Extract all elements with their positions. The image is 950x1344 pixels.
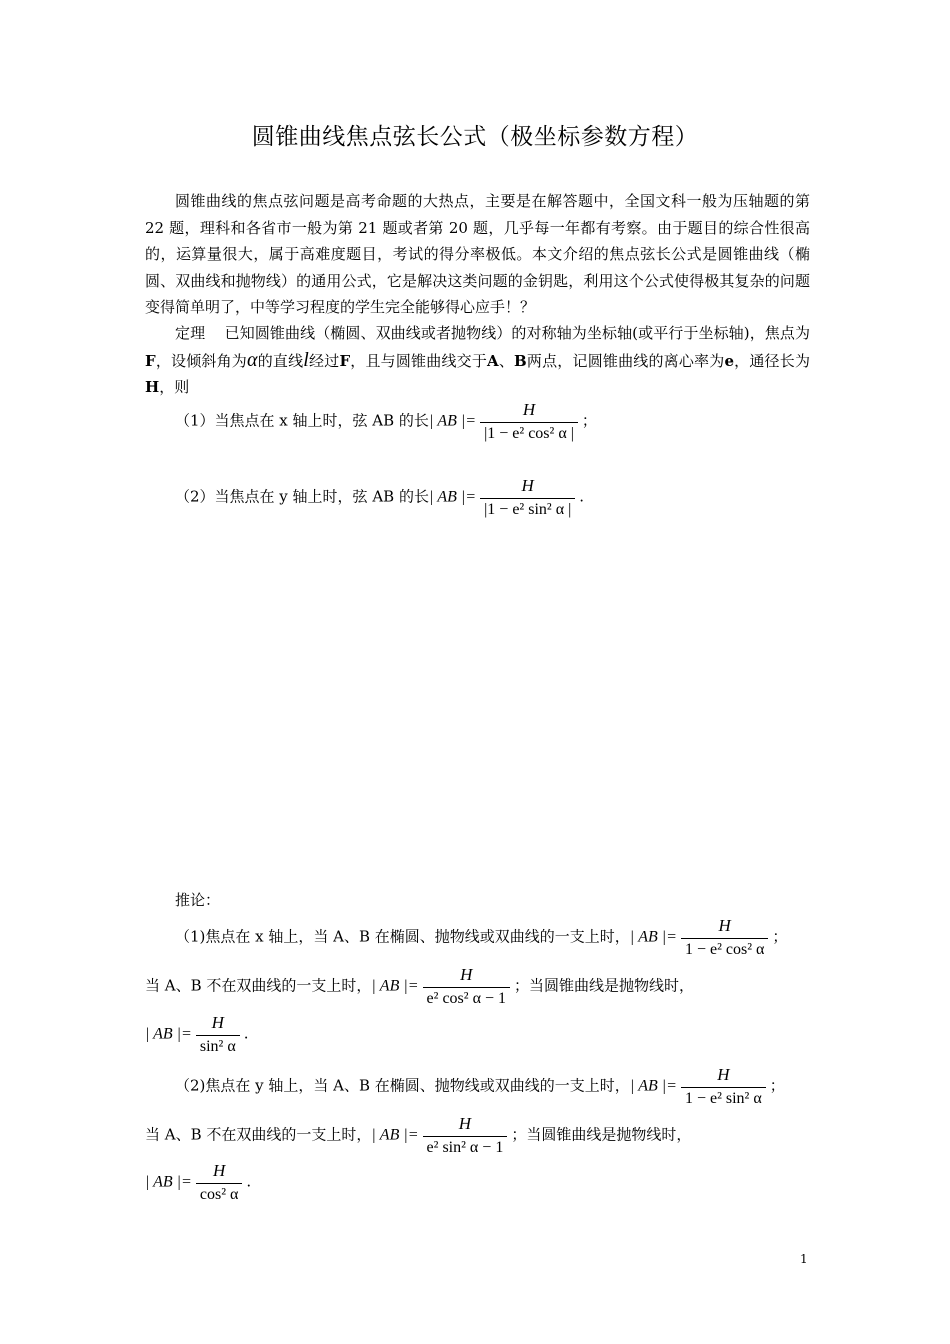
formula-2-fraction [480, 476, 575, 519]
theorem-sep: 、 [498, 351, 515, 370]
corollary-2-f1-lhs: | AB |= [629, 1077, 677, 1095]
corollary-2-f1-suffix: ； [769, 1076, 785, 1095]
formula-1-lhs: | AB |= [428, 412, 477, 430]
corollary-1-line-1 [175, 916, 787, 959]
corollary-1-f1-lhs: | AB |= [629, 928, 677, 946]
corollary-2-f2-fraction [423, 1114, 508, 1157]
formula-2 [175, 476, 584, 519]
corollary-1-f3-numerator: H [196, 1013, 240, 1036]
corollary-2-f1-fraction [681, 1065, 766, 1108]
corollary-2-f1-denominator: 1 − e² sin² α [684, 1090, 762, 1107]
formula-1 [175, 400, 597, 443]
corollary-1-f2-fraction [423, 965, 510, 1008]
corollary-2-f2-lhs: | AB |= [371, 1126, 419, 1144]
corollary-1-f2-denominator: e² cos² α − 1 [426, 990, 506, 1007]
formula-2-prefix: （2）当焦点在 y 轴上时，弦 AB 的长 [175, 487, 429, 506]
theorem-l: l [303, 348, 309, 371]
theorem-e: e [724, 351, 734, 370]
page-number: 1 [800, 1252, 808, 1266]
page-title: 圆锥曲线焦点弦长公式（极坐标参数方程） [251, 124, 699, 150]
formula-1-numerator: H [480, 400, 578, 423]
theorem-H: H [145, 378, 160, 396]
corollary-2-f3-denominator: cos² α [199, 1186, 239, 1203]
corollary-1-f3-lhs: | AB |= [145, 1025, 192, 1043]
formula-2-numerator: H [480, 476, 575, 499]
theorem-F: F [145, 351, 156, 370]
corollary-1-f3-denominator: sin² α [199, 1038, 236, 1055]
theorem-label: 定理 [175, 324, 206, 342]
formula-1-suffix: ； [581, 411, 597, 430]
corollary-1-f2-lhs: | AB |= [371, 977, 419, 995]
corollary-2-f3-numerator: H [196, 1161, 243, 1184]
corollary-1-mid: 当 A、B 不在双曲线的一支上时， [145, 976, 372, 995]
intro-paragraph: 圆锥曲线的焦点弦问题是高考命题的大热点，主要是在解答题中，全国文科一般为压轴题的第 22 题，理科和各省市一般为第 21 题或者第 20 题，几乎每一年都有考察。由于题目的综合性很高的，运算量很大，属于高难度题目，考试的得分率极低。本文介绍的焦点弦长公式是圆锥曲线（椭圆、双曲线和抛物线）的通用公式，它是解决这类问题的金钥匙，利用这个公式使得极其复杂的问题变得简单明了，中等学习程度的学生完全能够得心应手！？ [145, 192, 810, 316]
corollary-2-f2-numerator: H [423, 1114, 508, 1137]
theorem-F2: F [339, 351, 351, 370]
formula-1-prefix: （1）当焦点在 x 轴上时，弦 AB 的长 [175, 411, 429, 430]
corollary-2-line-2 [145, 1114, 691, 1157]
corollary-label: 推论： [175, 891, 221, 909]
formula-2-denominator: |1 − e² sin² α | [484, 501, 572, 518]
corollary-2-line-1 [175, 1065, 785, 1108]
theorem-B: B [514, 351, 527, 370]
corollary-2-f2-denominator: e² sin² α − 1 [426, 1139, 504, 1156]
corollary-2-f3-lhs: | AB |= [145, 1173, 192, 1191]
formula-2-suffix: . [579, 487, 585, 506]
theorem-text-b: ，设倾斜角为 [155, 351, 248, 370]
theorem-text-d: 经过 [308, 351, 340, 370]
theorem-text-g: ，通径长为 [733, 351, 810, 370]
corollary-1-line-3 [145, 1013, 249, 1056]
corollary-1-prefix: （1)焦点在 x 轴上，当 A、B 在椭圆、抛物线或双曲线的一支上时， [175, 927, 630, 946]
theorem-text-c: 的直线 [257, 351, 304, 370]
corollary-1-f1-fraction [681, 916, 768, 959]
corollary-1-f2-suffix: ；当圆锥曲线是抛物线时， [513, 976, 694, 995]
corollary-2-prefix: （2)焦点在 y 轴上，当 A、B 在椭圆、抛物线或双曲线的一支上时， [175, 1076, 630, 1095]
corollary-1-f3-fraction [196, 1013, 240, 1056]
corollary-2-line-3 [145, 1161, 251, 1204]
corollary-1-f3-suffix: . [243, 1024, 249, 1043]
theorem-A: A [487, 351, 499, 370]
corollary-1-f1-numerator: H [681, 916, 768, 939]
corollary-2-mid: 当 A、B 不在双曲线的一支上时， [145, 1125, 372, 1144]
corollary-2-f3-suffix: . [246, 1172, 252, 1191]
corollary-2-f3-fraction [196, 1161, 243, 1204]
corollary-1-f2-numerator: H [423, 965, 510, 988]
theorem-paragraph [145, 320, 810, 401]
theorem-alpha: α [247, 348, 258, 371]
corollary-1-f1-denominator: 1 − e² cos² α [684, 941, 765, 958]
corollary-2-f2-suffix: ；当圆锥曲线是抛物线时， [511, 1125, 692, 1144]
theorem-text-a: 已知圆锥曲线（椭圆、双曲线或者抛物线）的对称轴为坐标轴(或平行于坐标轴)，焦点为 [224, 324, 810, 342]
corollary-1-line-2 [145, 965, 694, 1008]
theorem-text-e: ，且与圆锥曲线交于 [350, 351, 488, 370]
formula-1-fraction [480, 400, 578, 443]
theorem-text-h: ，则 [159, 378, 190, 396]
theorem-text-f: 两点，记圆锥曲线的离心率为 [526, 351, 725, 370]
corollary-1-f1-suffix: ； [772, 927, 788, 946]
formula-1-denominator: |1 − e² cos² α | [484, 425, 574, 442]
formula-2-lhs: | AB |= [428, 488, 477, 506]
corollary-2-f1-numerator: H [681, 1065, 766, 1088]
